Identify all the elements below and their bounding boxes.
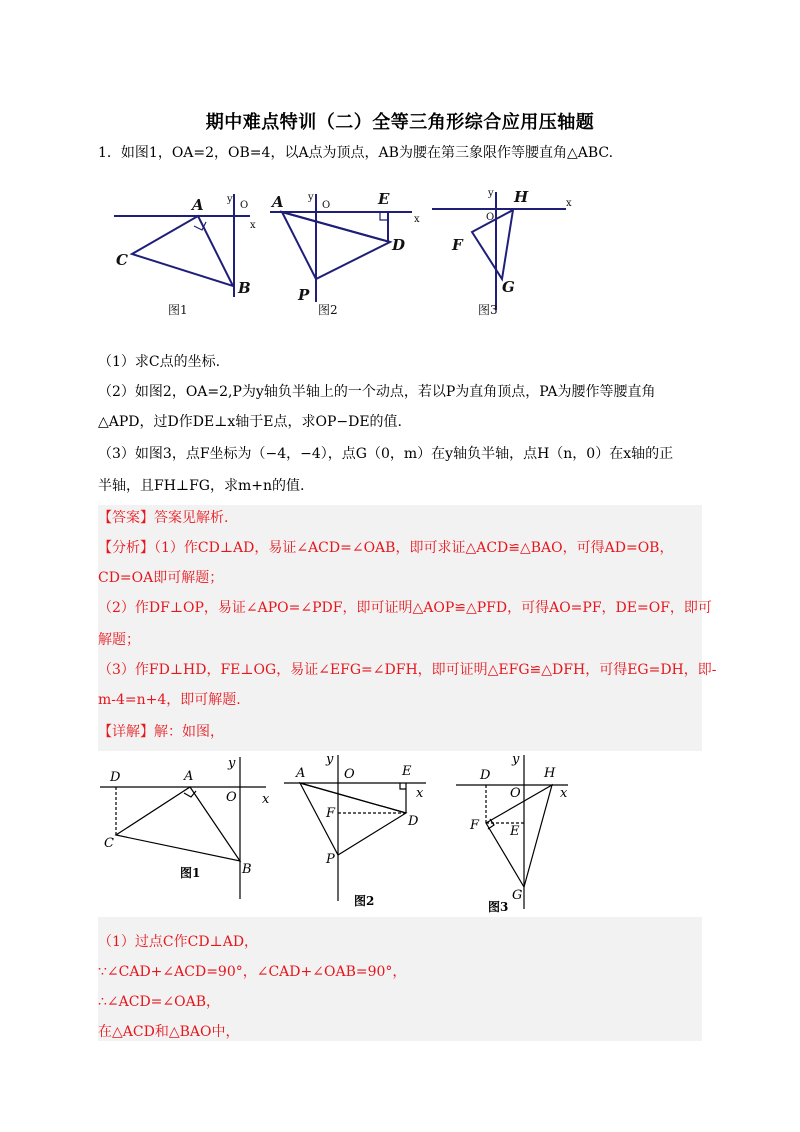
fig2-triangle — [282, 212, 390, 279]
fig2-label-p: P — [298, 286, 310, 304]
sfig3-label-g: G — [512, 888, 523, 903]
sfig1-label-x: x — [262, 792, 270, 807]
fig2-label-x: x — [414, 214, 420, 225]
solution-line-1: （1）过点C作CD⊥AD， — [98, 934, 259, 950]
fig1-label-x: x — [250, 220, 256, 231]
sfig2-label-p: P — [326, 852, 335, 867]
sfig3-label-y: y — [512, 752, 520, 767]
fig2-label-y: y — [308, 192, 314, 203]
fig2-label-a: A — [272, 193, 284, 211]
page-title: 期中难点特训（二）全等三角形综合应用压轴题 — [205, 112, 595, 133]
fig3-label-o: O — [486, 212, 495, 223]
sfig1-label-d: D — [110, 770, 121, 785]
sfig1-label-c: C — [104, 836, 114, 851]
fig1-label-b: B — [238, 279, 251, 297]
question-figures — [100, 182, 600, 322]
question-part1: （1）求C点的坐标. — [98, 354, 221, 370]
sfig2-label-a: A — [296, 766, 306, 781]
fig1-label-a: A — [192, 196, 204, 214]
sfig3-label-h: H — [544, 766, 556, 781]
analysis-1b: CD=OA即可解题； — [98, 570, 224, 586]
fig3-label-y: y — [488, 188, 494, 199]
analysis-2a: （2）作DF⊥OP，易证∠APO=∠PDF，即可证明△AOP≌△PFD，可得AO=PF，DE=OF，即可 — [98, 600, 712, 616]
detail-head: 【详解】解：如图， — [98, 724, 224, 740]
fig3-label-f: F — [452, 236, 463, 254]
analysis-2b: 解题； — [98, 632, 140, 648]
fig2-label-e: E — [378, 190, 390, 208]
solution-line-2: ∵∠CAD+∠ACD=90°，∠CAD+∠OAB=90°， — [98, 964, 407, 980]
fig1-label-y: y — [227, 194, 233, 205]
answer-line: 【答案】答案见解析. — [98, 510, 229, 526]
fig1-triangle — [132, 216, 233, 286]
analysis-3b: m-4=n+4，即可解题. — [98, 692, 241, 708]
analysis-3a: （3）作FD⊥HD，FE⊥OG，易证∠EFG=∠DFH，即可证明△EFG≌△DFH，可得EG=DH，即- — [98, 662, 717, 678]
sfig2-label-y: y — [326, 752, 334, 767]
sfig1-label-a: A — [184, 769, 194, 784]
question-part2-b: △APD，过D作DE⊥x轴于E点，求OP−DE的值. — [98, 414, 402, 430]
question-part3-b: 半轴，且FH⊥FG，求m+n的值. — [98, 478, 305, 494]
sfig2-label-e: E — [402, 764, 412, 779]
sfig1-label-b: B — [242, 862, 252, 877]
sfig3-label-d: D — [480, 768, 491, 783]
fig3-label-h: H — [514, 188, 529, 206]
sfig3-label-e: E — [510, 824, 520, 839]
fig2-right-angle — [380, 212, 388, 220]
sfig1-caption: 图1 — [180, 866, 201, 880]
fig2-segment-ad — [282, 212, 390, 242]
sfig3-label-o: O — [510, 786, 521, 801]
solution-line-3: ∴∠ACD=∠OAB， — [98, 994, 221, 1010]
sfig2-label-d: D — [408, 814, 419, 829]
fig3-label-x: x — [566, 198, 572, 209]
sfig1-label-o: O — [226, 790, 237, 805]
fig3-caption: 图3 — [478, 303, 498, 317]
fig2-label-d: D — [392, 236, 406, 254]
sfig2-label-f: F — [326, 806, 336, 821]
fig1-caption: 图1 — [168, 303, 188, 317]
solution-figures — [98, 751, 576, 917]
sfig3-label-x: x — [560, 786, 568, 801]
sfig3-label-f: F — [470, 818, 480, 833]
fig2-caption: 图2 — [318, 303, 338, 317]
solution-line-4: 在△ACD和△BAO中， — [98, 1024, 240, 1040]
question-part3-a: （3）如图3，点F坐标为（−4，−4），点G（0，m）在y轴负半轴，点H（n，0）在x轴的正 — [98, 446, 674, 462]
sfig3-caption: 图3 — [488, 900, 509, 914]
analysis-1a: 【分析】（1）作CD⊥AD，易证∠ACD=∠OAB，即可求证△ACD≌△BAO，可得AD=OB， — [98, 540, 674, 556]
fig2-label-o: O — [322, 200, 331, 211]
fig1-label-c: C — [116, 251, 128, 269]
fig1-label-o: O — [240, 200, 249, 211]
sfig2-label-o: O — [344, 767, 355, 782]
question-part2-a: （2）如图2，OA=2,P为y轴负半轴上的一个动点，若以P为直角顶点，PA为腰作等腰直角 — [98, 384, 656, 400]
sfig2-label-x: x — [416, 786, 424, 801]
sfig1-label-y: y — [228, 756, 236, 771]
sfig2-caption: 图2 — [354, 894, 375, 908]
question-intro: 1．如图1，OA=2，OB=4，以A点为顶点，AB为腰在第三象限作等腰直角△ABC. — [98, 145, 614, 161]
fig3-label-g: G — [502, 278, 515, 296]
